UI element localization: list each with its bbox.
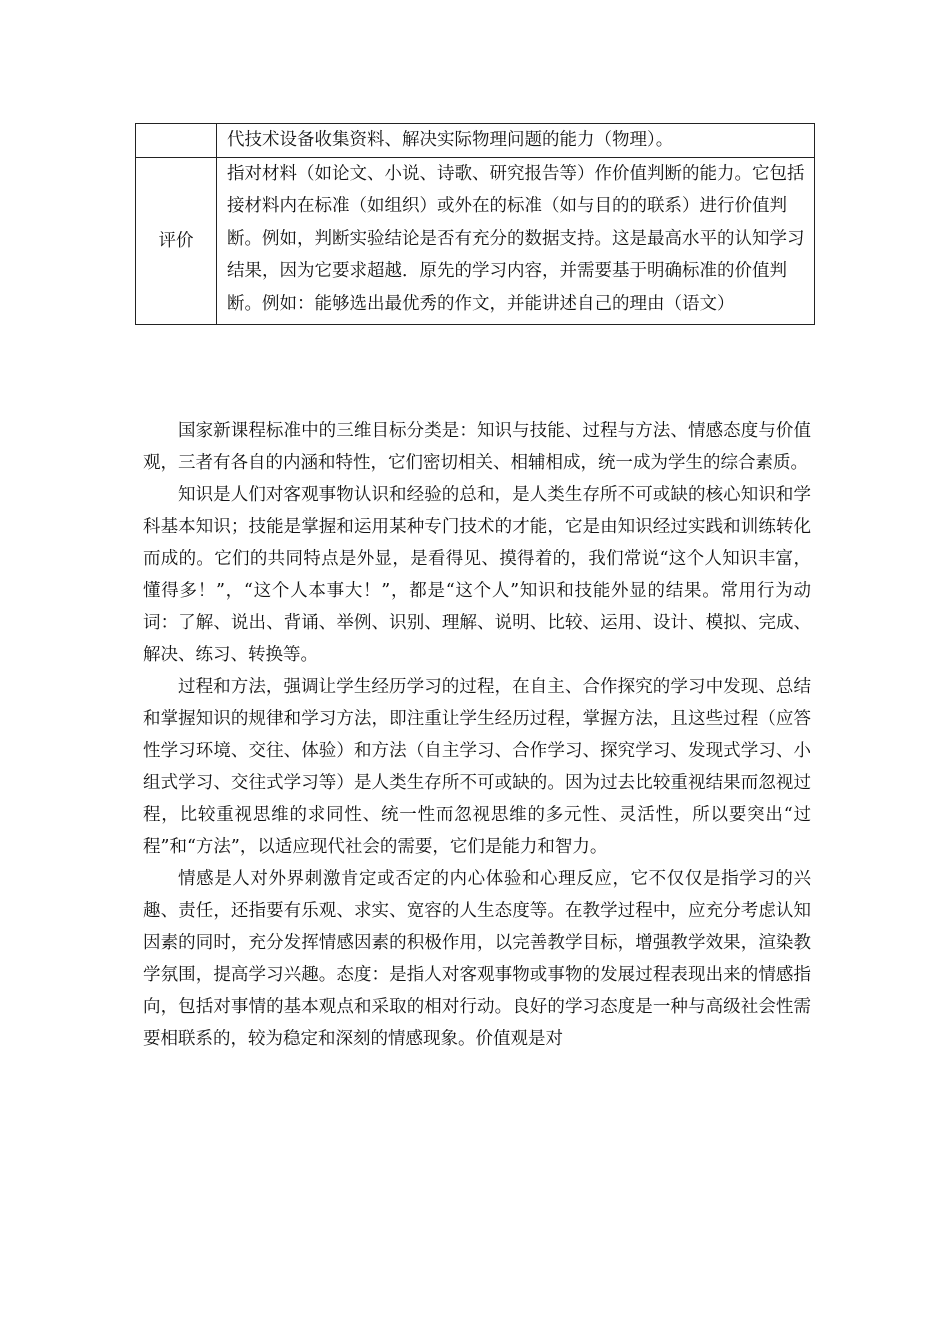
objectives-table <box>135 123 815 325</box>
table-row <box>136 157 815 325</box>
table-definition-cell: 指对材料（如论文、小说、诗歌、研究报告等）作价值判断的能力。它包括接材料内在标准（如组织）或外在的标准（如与目的的联系）进行价值判断。例如，判断实验结论是否有充分的数据支持。这是最高水平的认知学习结果，因为它要求超越．原先的学习内容，并需要基于明确标准的价值判断。例如：能够选出最优秀的作文，并能讲述自己的理由（语文） <box>217 157 815 325</box>
paragraph: 知识是人们对客观事物认识和经验的总和，是人类生存所不可或缺的核心知识和学科基本知识；技能是掌握和运用某种专门技术的才能，它是由知识经过实践和训练转化而成的。它们的共同特点是外显，是看得见、摸得着的，我们常说“这个人知识丰富，懂得多！”，“这个人本事大！”，都是“这个人”知识和技能外显的结果。常用行为动词：了解、说出、背诵、举例、识别、理解、说明、比较、运用、设计、模拟、完成、解决、练习、转换等。 <box>143 485 811 665</box>
body-text <box>143 415 811 1055</box>
paragraph: 情感是人对外界刺激肯定或否定的内心体验和心理反应，它不仅仅是指学习的兴趣、责任，还指要有乐观、求实、宽容的人生态度等。在教学过程中，应充分考虑认知因素的同时，充分发挥情感因素的积极作用，以完善教学目标，增强教学效果，渲染教学氛围，提高学习兴趣。态度：是指人对客观事物或事物的发展过程表现出来的情感指向，包括对事情的基本观点和采取的相对行动。良好的学习态度是一种与高级社会性需要相联系的，较为稳定和深刻的情感现象。价值观是对 <box>143 869 811 1049</box>
table-row <box>136 124 815 158</box>
table-term-cell: 评价 <box>136 157 217 325</box>
paragraph: 国家新课程标准中的三维目标分类是：知识与技能、过程与方法、情感态度与价值观，三者有各自的内涵和特性，它们密切相关、相辅相成，统一成为学生的综合素质。 <box>143 421 811 473</box>
table-definition-cell: 代技术设备收集资料、解决实际物理问题的能力（物理）。 <box>217 124 815 158</box>
paragraph: 过程和方法，强调让学生经历学习的过程，在自主、合作探究的学习中发现、总结和掌握知识的规律和学习方法，即注重让学生经历过程，掌握方法，且这些过程（应答性学习环境、交往、体验）和方法（自主学习、合作学习、探究学习、发现式学习、小组式学习、交往式学习等）是人类生存所不可或缺的。因为过去比较重视结果而忽视过程，比较重视思维的求同性、统一性而忽视思维的多元性、灵活性，所以要突出“过程”和“方法”，以适应现代社会的需要，它们是能力和智力。 <box>143 677 811 857</box>
table-term-cell <box>136 124 217 158</box>
